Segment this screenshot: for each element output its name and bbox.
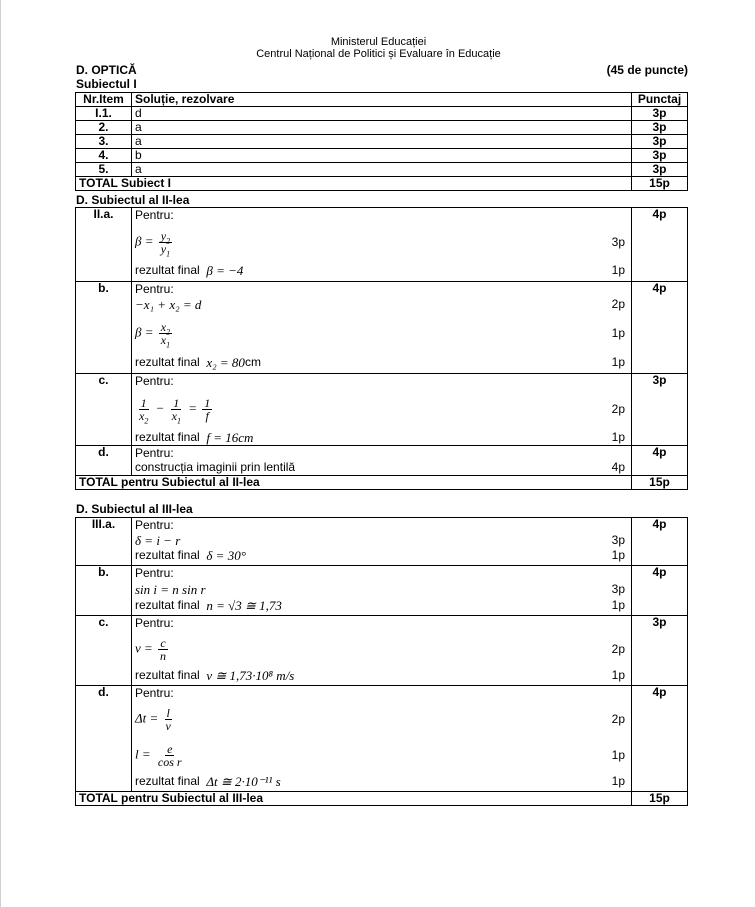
total-points: 15p bbox=[632, 177, 688, 191]
final-result: f = 16cm bbox=[206, 429, 254, 445]
line-points: 2p bbox=[611, 401, 625, 416]
row-solution bbox=[132, 446, 632, 476]
pentru-label: Pentru: bbox=[135, 518, 174, 532]
pentru-label: Pentru: bbox=[135, 445, 174, 460]
row-points: 4p bbox=[632, 208, 688, 282]
total-row bbox=[76, 177, 688, 191]
row-points: 4p bbox=[632, 566, 688, 616]
row-item: 3. bbox=[76, 135, 132, 149]
line-points: 1p bbox=[611, 262, 625, 277]
row-points: 4p bbox=[632, 518, 688, 566]
item-row bbox=[76, 616, 688, 686]
item-row bbox=[76, 518, 688, 566]
row-answer: a bbox=[132, 163, 632, 177]
row-points: 4p bbox=[632, 282, 688, 374]
formula-lens-equation: $\frac{1}{x_2}$ − $\frac{1}{x_1}$ = $\frac{1}{f}$ bbox=[139, 395, 211, 425]
final-label: rezultat final bbox=[135, 548, 200, 562]
pentru-label: Pentru: bbox=[135, 373, 174, 388]
formula-snell: sin i = n sin r bbox=[135, 581, 206, 597]
line-points: 3p bbox=[611, 533, 625, 547]
final-result: δ = 30° bbox=[206, 548, 246, 563]
final-label: rezultat final bbox=[135, 774, 200, 788]
line-points: 1p bbox=[611, 429, 625, 444]
final-label: rezultat final bbox=[135, 429, 200, 444]
final-result: β = −4 bbox=[206, 262, 244, 278]
total-points: 15p bbox=[632, 476, 688, 490]
row-points: 3p bbox=[632, 374, 688, 446]
col-header-solution: Soluție, rezolvare bbox=[132, 93, 632, 107]
item-row bbox=[76, 566, 688, 616]
line-points: 4p bbox=[611, 459, 625, 474]
row-solution bbox=[132, 282, 632, 374]
total-label: TOTAL Subiect I bbox=[76, 177, 632, 191]
row-points: 3p bbox=[632, 121, 688, 135]
row-item: d. bbox=[76, 686, 132, 792]
row-item: 5. bbox=[76, 163, 132, 177]
row-item: I.1. bbox=[76, 107, 132, 121]
formula-speed: v = $\frac{c}{n}$ bbox=[135, 635, 167, 663]
line-points: 1p bbox=[611, 668, 625, 682]
line-points: 1p bbox=[611, 325, 625, 340]
row-solution bbox=[132, 518, 632, 566]
row-item: b. bbox=[76, 566, 132, 616]
subject3-table bbox=[75, 517, 688, 806]
header-center: Centrul Național de Politici și Evaluare în Educație bbox=[256, 48, 501, 60]
final-label: rezultat final bbox=[135, 354, 200, 369]
table-row bbox=[76, 135, 688, 149]
row-item: 2. bbox=[76, 121, 132, 135]
line-points: 1p bbox=[611, 548, 625, 562]
row-answer: b bbox=[132, 149, 632, 163]
table-row bbox=[76, 107, 688, 121]
row-item: d. bbox=[76, 446, 132, 476]
table-row bbox=[76, 163, 688, 177]
final-label: rezultat final bbox=[135, 262, 200, 277]
final-result: Δt ≅ 2·10⁻¹¹ s bbox=[206, 774, 281, 789]
subject1-title: Subiectul I bbox=[76, 77, 137, 91]
solution-text: construcția imaginii prin lentilă bbox=[135, 459, 296, 474]
col-header-points: Punctaj bbox=[632, 93, 688, 107]
pentru-label: Pentru: bbox=[135, 616, 174, 630]
line-points: 2p bbox=[611, 641, 625, 656]
row-answer: d bbox=[132, 107, 632, 121]
section-points: (45 de puncte) bbox=[606, 63, 688, 77]
formula-beta: β = $\frac{y_2}{y_1}$ bbox=[135, 228, 171, 258]
line-points: 1p bbox=[611, 354, 625, 369]
final-unit: cm bbox=[244, 354, 261, 369]
pentru-label: Pentru: bbox=[135, 566, 174, 580]
formula-time: Δt = $\frac{l}{v}$ bbox=[135, 705, 171, 733]
row-solution bbox=[132, 208, 632, 282]
total-points: 15p bbox=[632, 792, 688, 806]
row-item: III.a. bbox=[76, 518, 132, 566]
table-row bbox=[76, 121, 688, 135]
section-title: D. OPTICĂ bbox=[76, 63, 137, 77]
formula-beta: β = $\frac{x_2}{x_1}$ bbox=[135, 319, 171, 349]
row-solution bbox=[132, 616, 632, 686]
row-answer: a bbox=[132, 121, 632, 135]
row-points: 3p bbox=[632, 135, 688, 149]
subject3-title: D. Subiectul al III-lea bbox=[76, 502, 193, 516]
row-points: 4p bbox=[632, 446, 688, 476]
line-points: 2p bbox=[611, 711, 625, 726]
row-answer: a bbox=[132, 135, 632, 149]
subject1-table bbox=[75, 92, 688, 191]
item-row bbox=[76, 208, 688, 282]
item-row bbox=[76, 374, 688, 446]
row-points: 3p bbox=[632, 616, 688, 686]
table-row bbox=[76, 149, 688, 163]
line-points: 3p bbox=[611, 581, 625, 596]
row-solution bbox=[132, 374, 632, 446]
line-points: 1p bbox=[611, 747, 625, 762]
item-row bbox=[76, 282, 688, 374]
row-solution bbox=[132, 686, 632, 792]
final-result: v ≅ 1,73·10⁸ m/s bbox=[206, 668, 295, 683]
final-result: n = √3 ≅ 1,73 bbox=[206, 598, 282, 613]
table-header-row bbox=[76, 93, 688, 107]
pentru-label: Pentru: bbox=[135, 207, 174, 222]
line-points: 1p bbox=[611, 598, 625, 612]
line-points: 2p bbox=[611, 296, 625, 311]
final-result: x₂ = 80 bbox=[206, 354, 245, 370]
final-label: rezultat final bbox=[135, 668, 200, 682]
pentru-label: Pentru: bbox=[135, 281, 174, 296]
row-points: 3p bbox=[632, 163, 688, 177]
row-solution bbox=[132, 566, 632, 616]
final-label: rezultat final bbox=[135, 598, 200, 612]
item-row bbox=[76, 686, 688, 792]
total-row bbox=[76, 792, 688, 806]
col-header-item: Nr.Item bbox=[76, 93, 132, 107]
row-points: 4p bbox=[632, 686, 688, 792]
line-points: 3p bbox=[611, 234, 625, 249]
line-points: 1p bbox=[611, 774, 625, 788]
pentru-label: Pentru: bbox=[135, 686, 174, 700]
item-row bbox=[76, 446, 688, 476]
header-ministry: Ministerul Educației bbox=[330, 36, 427, 48]
section-title-row bbox=[76, 64, 688, 77]
row-item: 4. bbox=[76, 149, 132, 163]
row-item: b. bbox=[76, 282, 132, 374]
total-label: TOTAL pentru Subiectul al III-lea bbox=[76, 792, 632, 806]
subject2-table bbox=[75, 207, 688, 490]
subject2-title: D. Subiectul al II-lea bbox=[76, 193, 190, 207]
total-label: TOTAL pentru Subiectul al II-lea bbox=[76, 476, 632, 490]
formula-deviation: δ = i − r bbox=[135, 533, 181, 548]
row-points: 3p bbox=[632, 149, 688, 163]
row-item: II.a. bbox=[76, 208, 132, 282]
formula-path: l = $\frac{e}{\text{cos r}}$ bbox=[135, 741, 182, 769]
row-item: c. bbox=[76, 616, 132, 686]
row-item: c. bbox=[76, 374, 132, 446]
total-row bbox=[76, 476, 688, 490]
formula-lens: −x₁ + x₂ = d bbox=[135, 296, 202, 312]
row-points: 3p bbox=[632, 107, 688, 121]
